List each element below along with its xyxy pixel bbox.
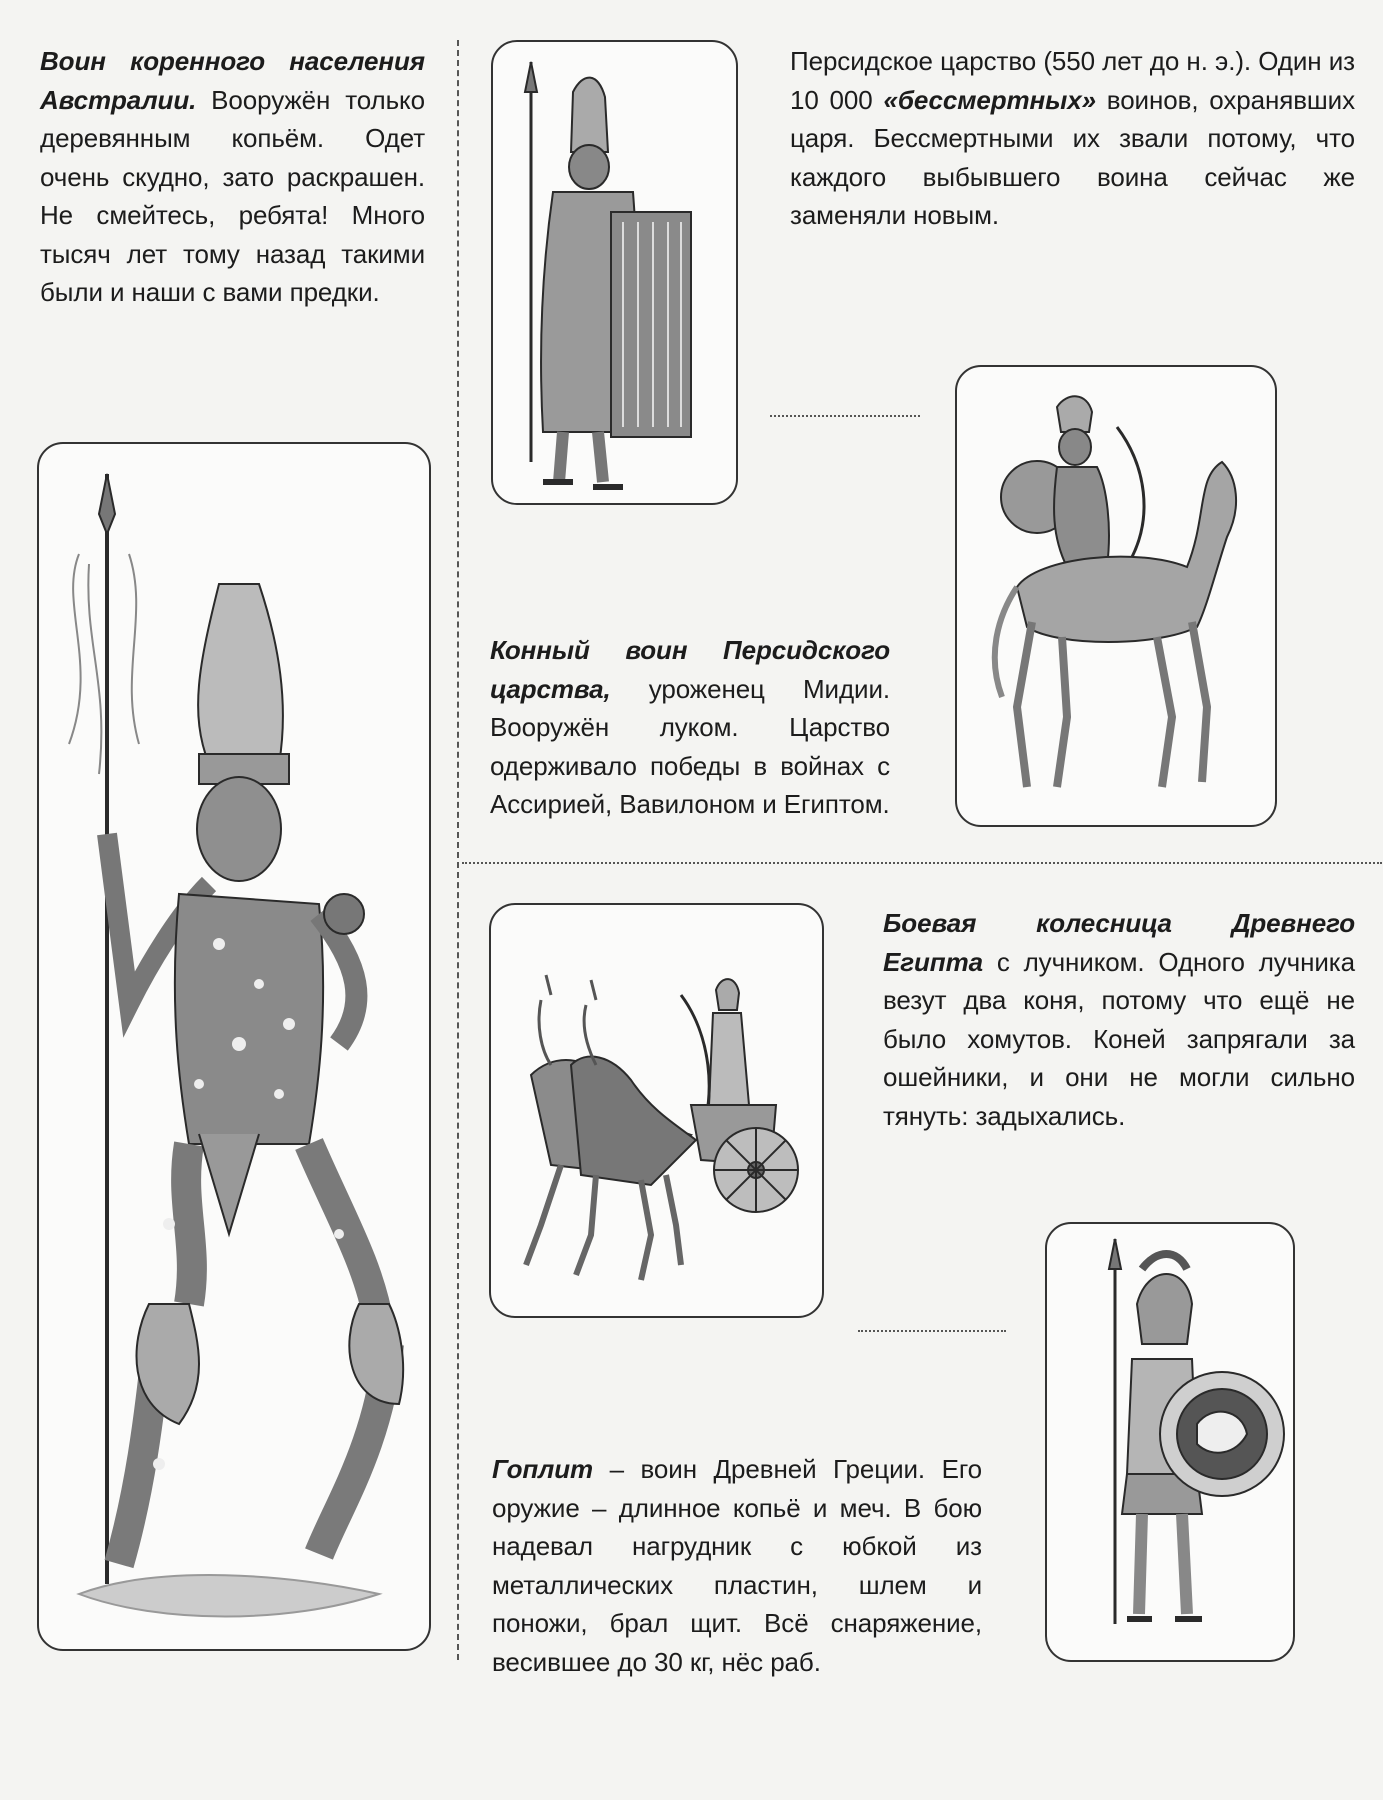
australian-warrior-illustration bbox=[39, 444, 429, 1649]
greek-hoplite-title: Гоплит bbox=[492, 1454, 594, 1484]
persian-horseman-title: Конный воин Персидского царства, bbox=[490, 635, 890, 704]
cut-line-lower bbox=[858, 1330, 1006, 1332]
persian-horseman-caption bbox=[490, 631, 890, 824]
greek-hoplite-text: – воин Древней Греции. Его оружие – длинное копьё и меч. В бою надевал нагрудник с юбкой из металлических пластин, шлем и поножи, брал щит. Всё снаряжение, весившее до 30 кг, нёс раб. bbox=[492, 1454, 983, 1677]
australian-warrior-card bbox=[37, 442, 431, 1651]
persian-immortal-illustration bbox=[493, 42, 736, 503]
persian-horseman-card bbox=[955, 365, 1277, 827]
egyptian-chariot-illustration bbox=[491, 905, 822, 1316]
greek-hoplite-card bbox=[1045, 1222, 1295, 1662]
egyptian-chariot-text: с лучником. Одного лучника везут два коня, потому что ещё не было хомутов. Коней запрягали за ошейники, и они не могли сильно тянуть: задыхались. bbox=[883, 946, 1355, 1131]
egyptian-chariot-card bbox=[489, 903, 824, 1318]
australian-warrior-title: Воин коренного населения Австралии. bbox=[40, 46, 425, 115]
cut-line-middle bbox=[462, 862, 1382, 864]
persian-horseman-text: уроженец Мидии. Вооружён луком. Царство одерживало победы в войнах с Ассирией, Вавилоном и Египтом. bbox=[490, 673, 890, 819]
cut-line-top bbox=[770, 415, 920, 417]
egyptian-chariot-title: Боевая колесница Древнего Египта bbox=[883, 908, 1355, 977]
persian-horseman-illustration bbox=[957, 367, 1275, 825]
greek-hoplite-illustration bbox=[1047, 1224, 1293, 1660]
persian-immortal-card bbox=[491, 40, 738, 505]
persian-immortal-lead: Персидское царство (550 лет до н. э.). Один из 10 000 bbox=[790, 46, 1355, 115]
egyptian-chariot-caption bbox=[883, 904, 1355, 1135]
australian-warrior-caption bbox=[40, 42, 425, 312]
persian-immortal-text: воинов, охранявших царя. Бессмертными их звали потому, что каждого выбывшего воина сейчас же заменяли новым. bbox=[790, 84, 1355, 230]
cut-line-vertical bbox=[457, 40, 459, 1660]
australian-warrior-text: Вооружён только деревянным копьём. Одет очень скудно, зато раскрашен. Не смейтесь, ребята! Много тысяч лет тому назад такими были и наши с вами предки. bbox=[40, 84, 425, 307]
greek-hoplite-caption bbox=[492, 1450, 982, 1681]
persian-immortal-title: «бессмертных» bbox=[883, 84, 1096, 115]
persian-immortal-caption bbox=[790, 42, 1355, 235]
